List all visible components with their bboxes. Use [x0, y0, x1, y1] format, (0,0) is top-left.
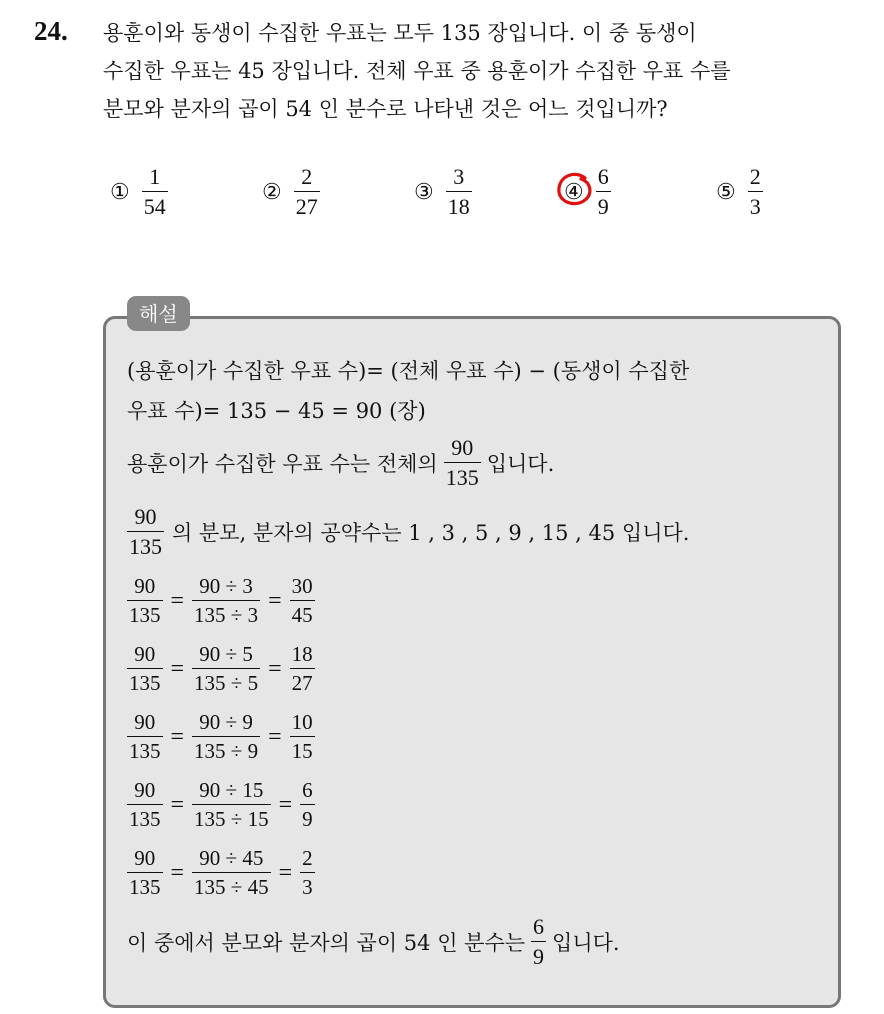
answer-circle-mark [555, 170, 595, 210]
choice-1[interactable] [110, 165, 168, 219]
equation-row: $\frac{90}{135}$ = $\frac{90 \div 45}{135 \div 45}$ = $\frac{2}{3}$ [129, 846, 313, 900]
question-number: 24. [34, 16, 68, 46]
fraction: $\frac{90}{135}$ [445, 435, 479, 491]
choice-fraction: $\frac{1}{54}$ [143, 164, 166, 220]
choice-fraction: $\frac{2}{3}$ [749, 164, 761, 220]
question-text-line: 용훈이와 동생이 수집한 우표는 모두 135 장입니다. 이 중 동생이 [103, 21, 697, 45]
choice-marker: ④ [564, 179, 584, 205]
choice-fraction: $\frac{6}{9}$ [597, 164, 609, 220]
equation-row: $\frac{90}{135}$ = $\frac{90 \div 9}{135 \div 9}$ = $\frac{10}{15}$ [129, 710, 313, 764]
equation-row: $\frac{90}{135}$ = $\frac{90 \div 5}{135 \div 5}$ = $\frac{18}{27}$ [129, 642, 313, 696]
question-text-line: 분모와 분자의 곱이 54 인 분수로 나타낸 것은 어느 것입니까? [103, 97, 668, 121]
question-text-line: 수집한 우표는 45 장입니다. 전체 우표 중 용훈이가 수집한 우표 수를 [103, 59, 731, 83]
solution-line: $\frac{90}{135}$ 의 분모, 분자의 공약수는 1 , 3 , 5 , 9 , 15 , 45 입니다. [129, 504, 690, 560]
solution-line: (용훈이가 수집한 우표 수)= (전체 우표 수) − (동생이 수집한 [127, 359, 690, 383]
fraction: $\frac{90}{135}$ [129, 504, 162, 560]
solution-conclusion: 이 중에서 분모와 분자의 곱이 54 인 분수는 $\frac{6}{9}$ 입니다. [127, 914, 620, 970]
choice-fraction: $\frac{3}{18}$ [447, 164, 470, 220]
solution-line: 용훈이가 수집한 우표 수는 전체의 $\frac{90}{135}$ 입니다. [127, 435, 555, 491]
choice-5[interactable] [716, 165, 763, 219]
equation-row: $\frac{90}{135}$ = $\frac{90 \div 3}{135 \div 3}$ = $\frac{30}{45}$ [129, 574, 313, 628]
solution-tag: 해설 [127, 296, 190, 331]
choice-2[interactable] [262, 165, 320, 219]
choice-marker: ① [110, 179, 130, 205]
fraction: $\frac{6}{9}$ [533, 914, 545, 970]
choice-3[interactable] [414, 165, 472, 219]
choice-marker: ③ [414, 179, 434, 205]
choice-marker: ② [262, 179, 282, 205]
equation-row: $\frac{90}{135}$ = $\frac{90 \div 15}{135 \div 15}$ = $\frac{6}{9}$ [129, 778, 313, 832]
solution-line: 우표 수)= 135 − 45 = 90 (장) [127, 399, 426, 423]
choice-marker: ⑤ [716, 179, 736, 205]
choice-fraction: $\frac{2}{27}$ [295, 164, 318, 220]
